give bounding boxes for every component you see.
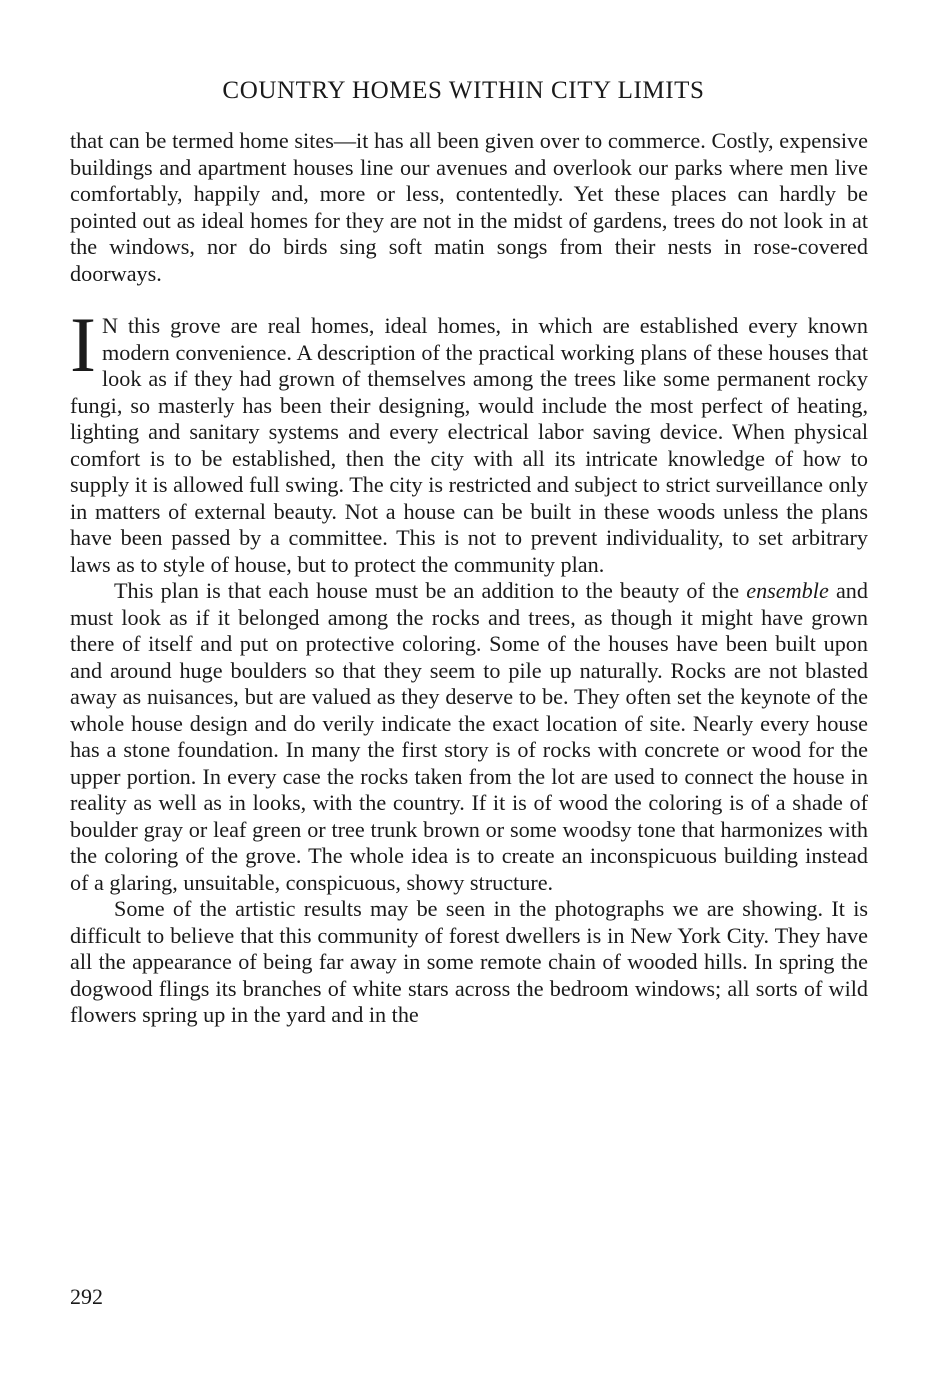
running-title: COUNTRY HOMES WITHIN CITY LIMITS [222, 77, 705, 104]
paragraph-ensemble-end: and must look as if it belonged among the rocks and trees, as though it might have grown there of itself and put on protective coloring. Some of the houses have been built upon and around huge boulders so that they seem to pile up naturally. Rocks are not blasted away as nuisances, but are valued as they deserve to be. They often set the keynote of the whole house design and do verily indicate the exact location of site. Nearly every house has a stone foundation. In many the first story is of rocks with concrete or wood for the upper portion. In every case the rocks taken from the lot are used to connect the house in reality as well as in looks, with the country. If it is of wood the coloring is of a shade of boulder gray or leaf green or tree trunk brown or some woodsy tone that harmonizes with the coloring of the grove. The whole idea is to create an inconspicuous building instead of a glaring, unsuitable, conspicuous, showy structure. [70, 578, 868, 895]
italic-word-ensemble: ensemble [746, 578, 829, 603]
drop-cap-letter: I [70, 301, 96, 388]
paragraph-dropcap [70, 301, 868, 578]
paragraph-dropcap-text: N this grove are real homes, ideal homes, in which are established every known modern convenience. A description of the practical working plans of these houses that look as if they had grown of themselves among the trees like some permanent rocky fungi, so masterly has been their designing, would include the most perfect of heating, lighting and sanitary systems and every electrical labor saving device. When physical comfort is to be established, then the city with all its intricate knowledge of how to supply it is allowed full swing. The city is restricted and subject to strict surveillance only in matters of external beauty. Not a house can be built in these woods unless the plans have been passed by a committee. This is not to prevent individuality, to set arbitrary laws as to style of house, but to protect the community plan. [70, 313, 868, 577]
body-text [70, 128, 868, 1029]
paragraph-continuation: that can be termed home sites—it has all been given over to commerce. Costly, expensive buildings and apartment houses line our avenues and overlook our parks where men live comfortably, happily and, more or less, contentedly. Yet these places can hardly be pointed out as ideal homes for they are not in the midst of gardens, trees do not look in at the windows, nor do birds sing soft matin songs from their nests in rose-covered doorways. [70, 128, 868, 286]
paragraph-ensemble [70, 578, 868, 896]
paragraph-ensemble-start: This plan is that each house must be an addition to the beauty of the [114, 578, 747, 603]
paragraph-artistic-results: Some of the artistic results may be seen in the photographs we are showing. It is difficult to believe that this community of forest dwellers is in New York City. They have all the appearance of being far away in some remote chain of wooded hills. In spring the dogwood flings its branches of white stars across the bedroom windows; all sorts of wild flowers spring up in the yard and in the [70, 896, 868, 1027]
page-number: 292 [70, 1284, 103, 1309]
